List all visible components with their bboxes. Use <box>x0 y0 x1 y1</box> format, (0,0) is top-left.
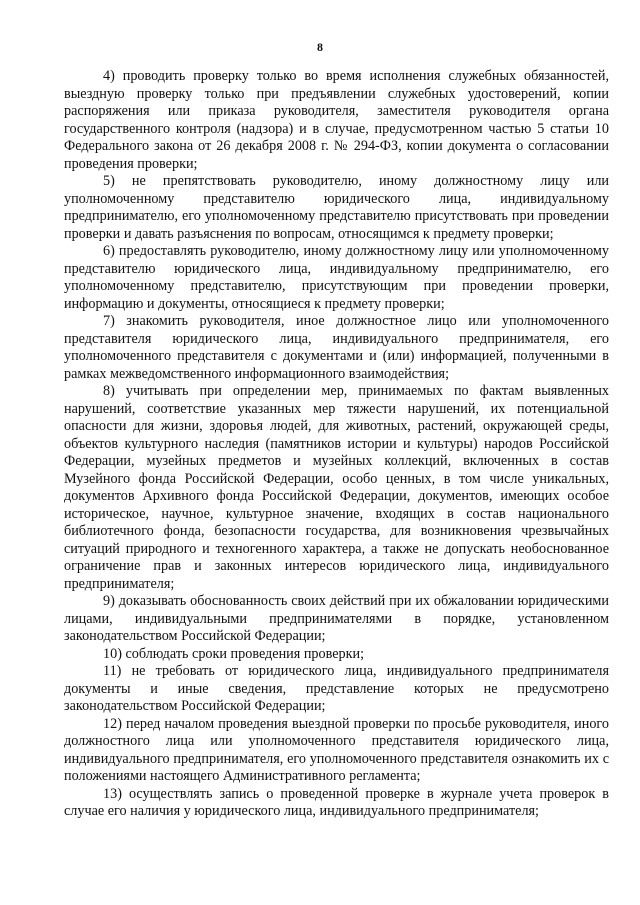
document-body <box>64 68 609 821</box>
paragraph-item-7: 7) знакомить руководителя, иное должностное лицо или уполномоченного представителя юридического лица, индивидуального предпринимателя, его уполномоченного представителя с документами и (или) информацией, полученными в рамках межведомственного информационного взаимодействия; <box>64 313 609 382</box>
paragraph-item-9: 9) доказывать обоснованность своих действий при их обжаловании юридическими лицами, индивидуальными предпринимателями в порядке, установленном законодательством Российской Федерации; <box>64 593 609 644</box>
paragraph-item-5: 5) не препятствовать руководителю, иному должностному лицу или уполномоченному представителю юридического лица, индивидуальному предпринимателю, его уполномоченному представителю присутствовать при проведении проверки и давать разъяснения по вопросам, относящимся к предмету проверки; <box>64 173 609 242</box>
paragraph-item-10: 10) соблюдать сроки проведения проверки; <box>103 645 365 662</box>
paragraph-item-6: 6) предоставлять руководителю, иному должностному лицу или уполномоченному представителю юридического лица, индивидуальному предпринимателю, его уполномоченному представителю, присутствующим при проведении проверки, информацию и документы, относящиеся к предмету проверки; <box>64 243 609 312</box>
page-number: 8 <box>317 40 323 54</box>
paragraph-item-4: 4) проводить проверку только во время исполнения служебных обязанностей, выездную проверку только при предъявлении служебных удостоверений, копии распоряжения или приказа руководителя, заместителя руководителя органа государственного контроля (надзора) и в случае, предусмотренном частью 5 статьи 10 Федерального закона от 26 декабря 2008 г. № 294-ФЗ, копии документа о согласовании проведения проверки; <box>64 68 609 172</box>
paragraph-item-12: 12) перед началом проведения выездной проверки по просьбе руководителя, иного должностного лица или уполномоченного представителя юридического лица, индивидуального предпринимателя, его уполномоченного представителя ознакомить их с положениями настоящего Административного регламента; <box>64 715 609 784</box>
paragraph-item-8: 8) учитывать при определении мер, принимаемых по фактам выявленных нарушений, соответствие указанных мер тяжести нарушений, их потенциальной опасности для жизни, здоровья людей, для животных, растений, окружающей среды, объектов культурного наследия (памятников истории и культуры) народов Российской Федерации, музейных предметов и музейных коллекций, включенных в состав Музейного фонда Российской Федерации, особо ценных, в том числе уникальных, документов Архивного фонда Российской Федерации, документов, имеющих особое историческое, научное, культурное значение, входящих в состав национального библиотечного фонда, безопасности государства, для возникновения чрезвычайных ситуаций природного и техногенного характера, а также не допускать необоснованное ограничение прав и законных интересов юридического лица, индивидуального предпринимателя; <box>64 383 609 592</box>
paragraph-item-13: 13) осуществлять запись о проведенной проверке в журнале учета проверок в случае его наличия у юридического лица, индивидуального предпринимателя; <box>64 785 609 819</box>
paragraph-item-11: 11) не требовать от юридического лица, индивидуального предпринимателя документы и иные сведения, представление которых не предусмотрено законодательством Российской Федерации; <box>64 663 609 714</box>
